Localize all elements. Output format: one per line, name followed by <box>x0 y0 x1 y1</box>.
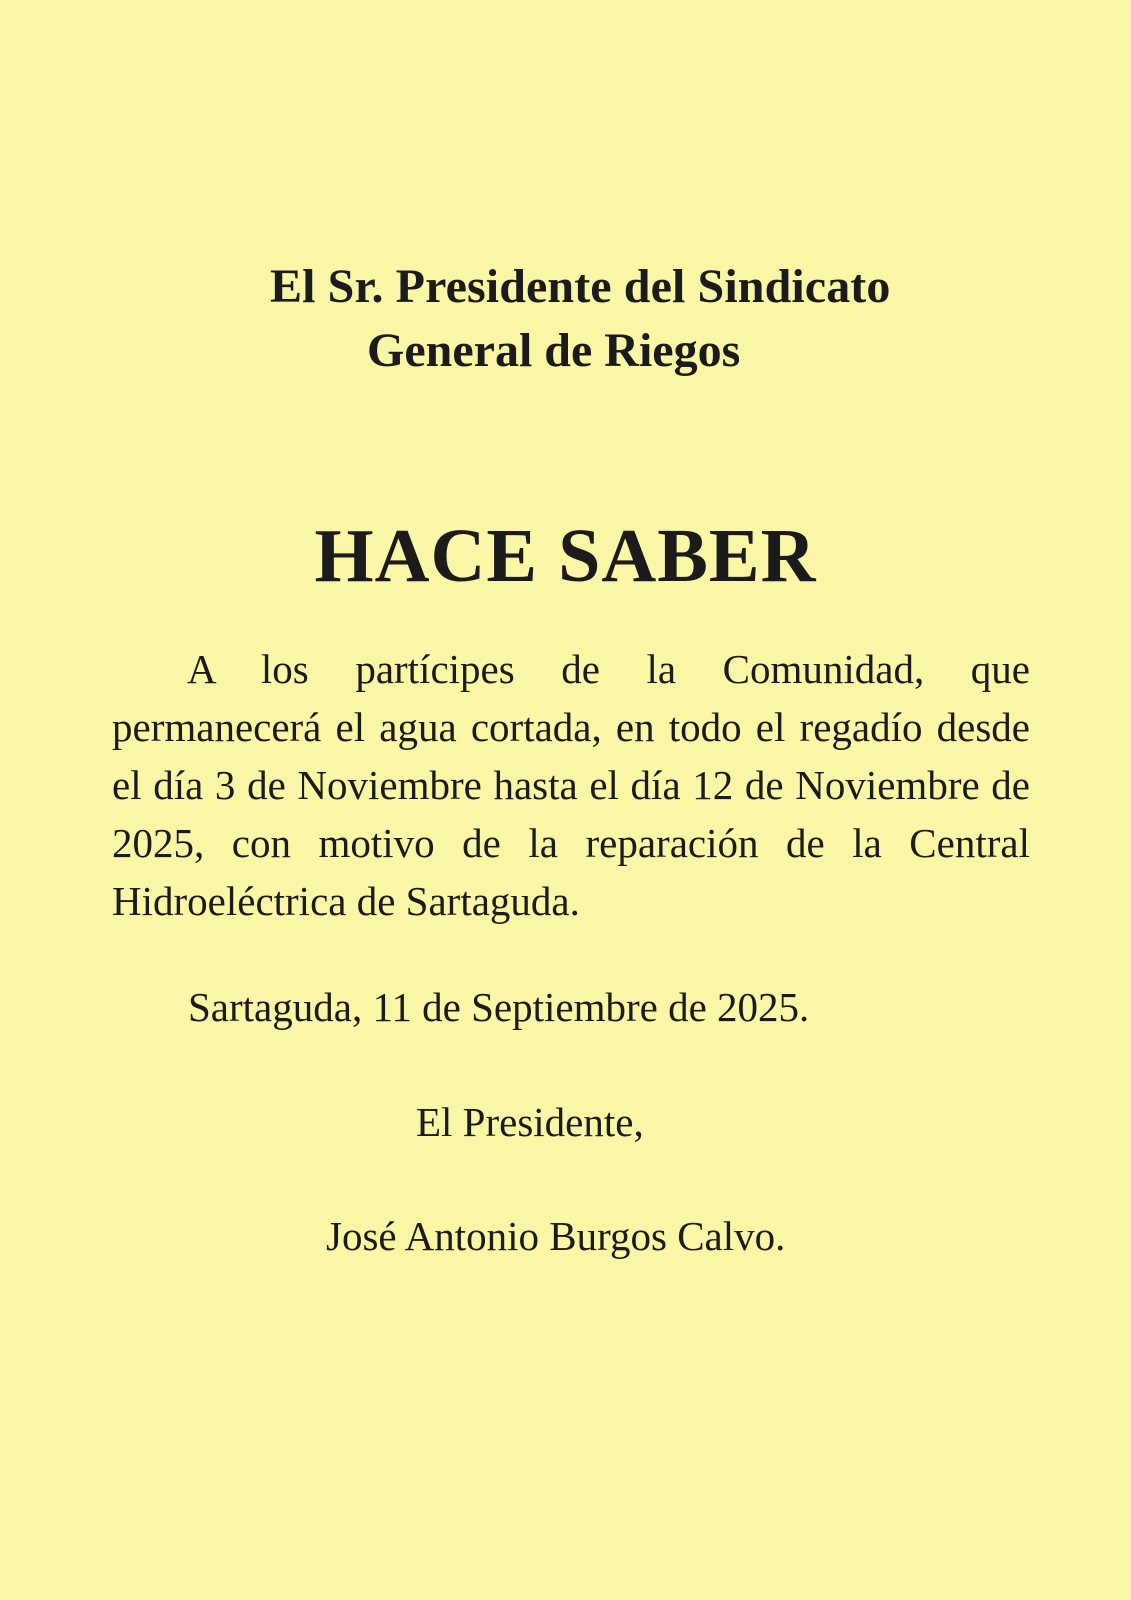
notice-body: A los partícipes de la Comunidad, que permanecerá el agua cortada, en todo el regadío desde el día 3 de Noviembre hasta el día 12 de Noviembre de 2025, con motivo de la reparación de la Central Hidroeléctrica de Sartaguda. <box>112 646 1030 924</box>
signer-name: José Antonio Burgos Calvo. <box>326 1213 786 1259</box>
header-line-2: General de Riegos <box>367 324 741 377</box>
signer-title: El Presidente, <box>416 1099 644 1145</box>
place-date: Sartaguda, 11 de Septiembre de 2025. <box>188 984 810 1030</box>
header-line-1: El Sr. Presidente del Sindicato <box>270 260 891 313</box>
document-title: HACE SABER <box>314 514 817 598</box>
